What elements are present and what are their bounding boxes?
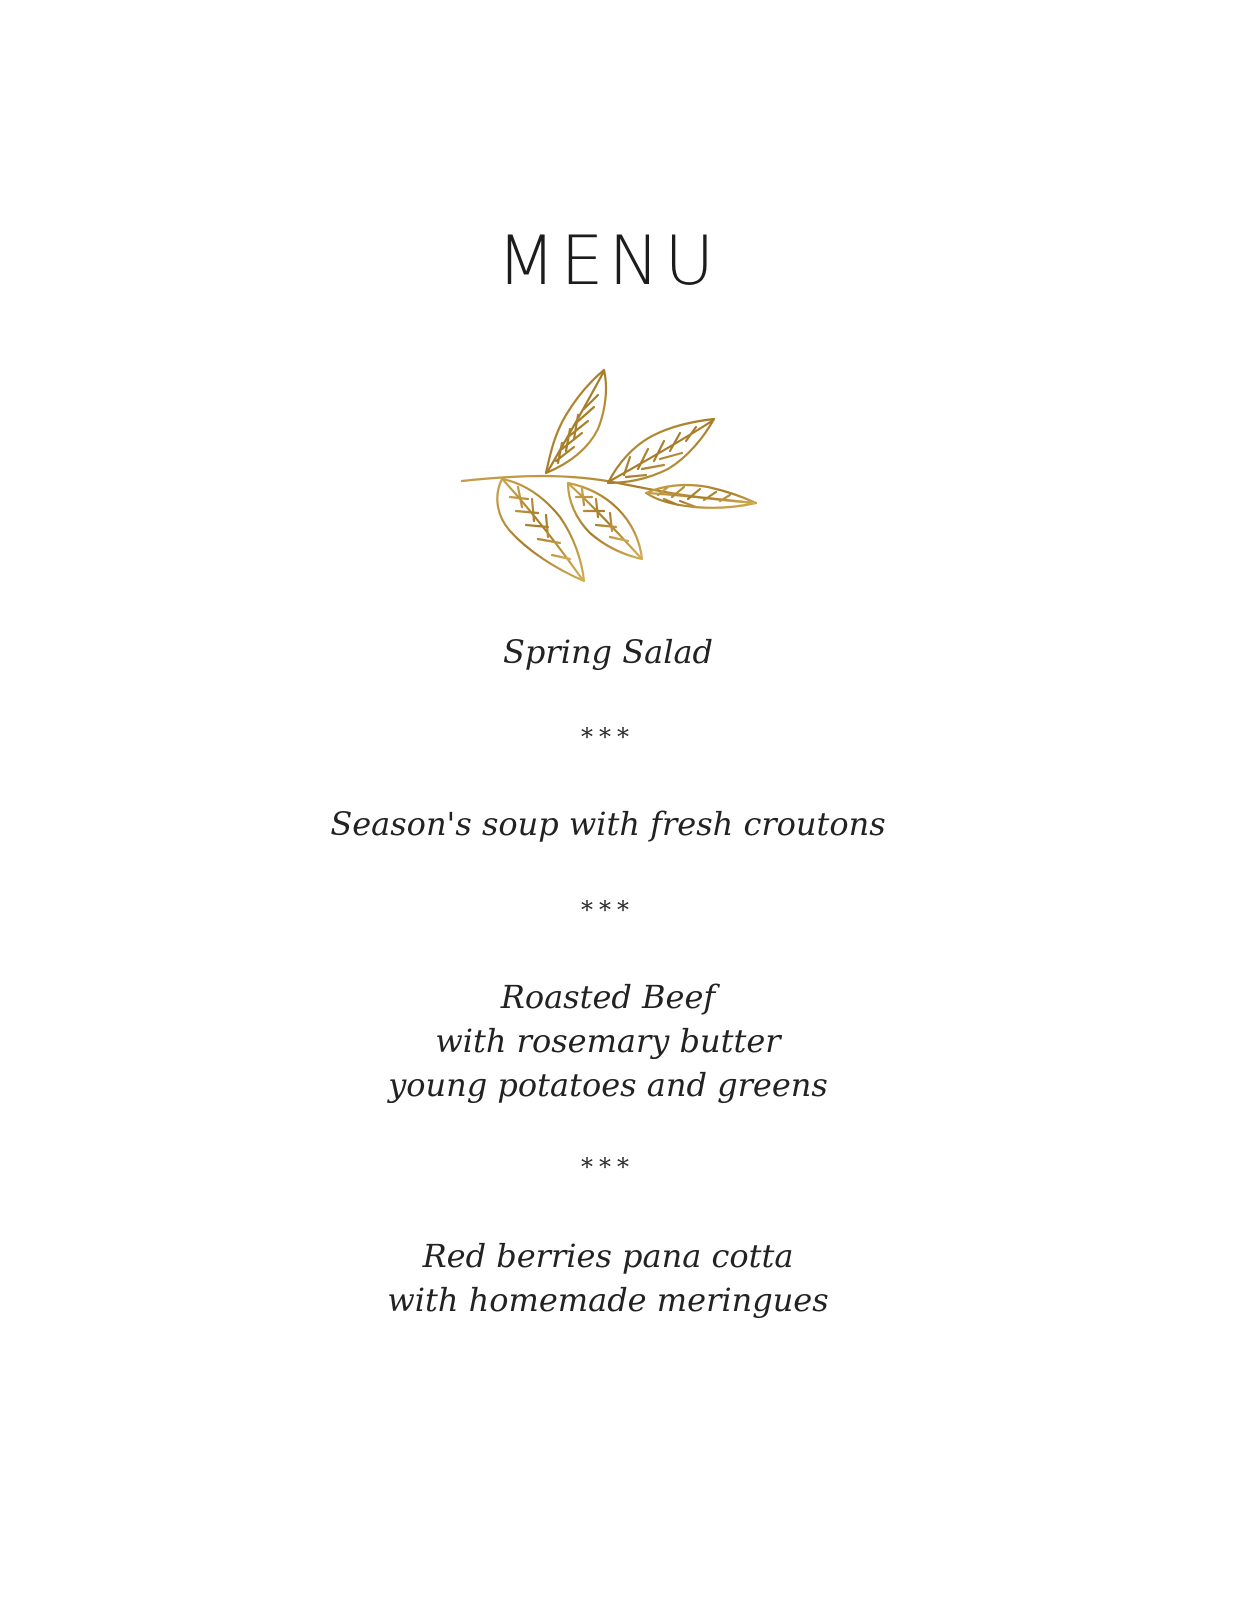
course-soup <box>0 802 1216 846</box>
course-line: with rosemary butter <box>435 1022 781 1060</box>
gold-leaf-branch-icon <box>458 365 764 587</box>
course-line: Red berries pana cotta <box>422 1237 794 1275</box>
course-starter <box>0 630 1216 674</box>
course-main <box>0 975 1216 1107</box>
course-line: with homemade meringues <box>387 1281 829 1319</box>
course-line: Spring Salad <box>503 633 713 671</box>
course-line: Season's soup with fresh croutons <box>330 805 886 843</box>
menu-title: MENU <box>496 222 720 301</box>
course-dessert <box>0 1234 1216 1322</box>
course-line: Roasted Beef <box>500 978 716 1016</box>
course-separator: *** <box>581 723 635 751</box>
course-separator: *** <box>581 896 635 924</box>
course-line: young potatoes and greens <box>388 1066 828 1104</box>
course-separator: *** <box>581 1153 635 1181</box>
